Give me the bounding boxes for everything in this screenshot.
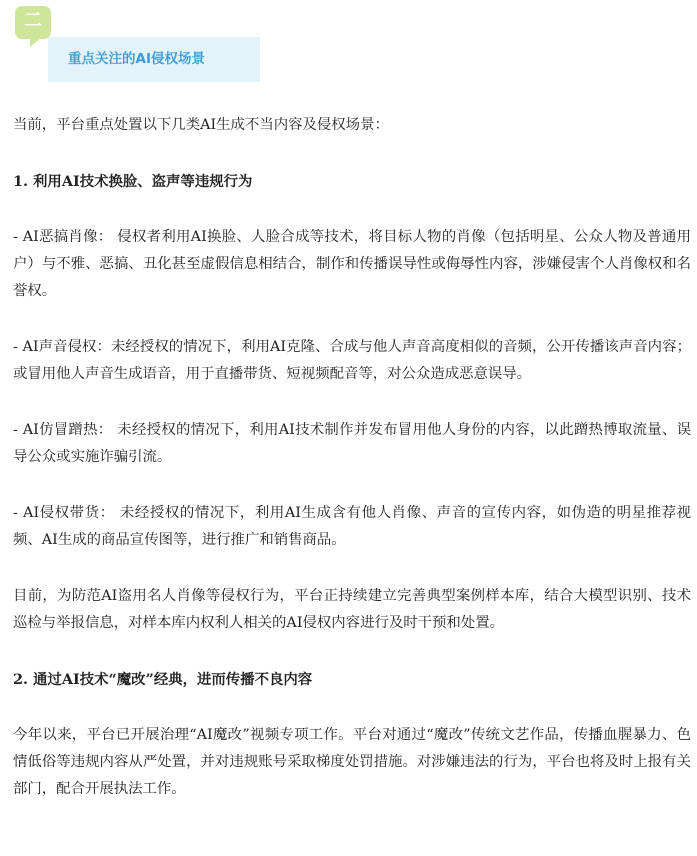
list-item-ai-impersonation: - AI仿冒蹭热： 未经授权的情况下，利用AI技术制作并发布冒用他人身份的内容，以此蹭热博取流量、误导公众或实施诈骗引流。	[13, 422, 691, 465]
list-item-ai-portrait: - AI恶搞肖像： 侵权者利用AI换脸、人脸合成等技术，将目标人物的肖像（包括明星、公众人物及普通用户）与不雅、恶搞、丑化甚至虚假信息相结合，制作和传播误导性或侮辱性内容，涉嫌侵害个人肖像权和名誉权。	[13, 229, 691, 299]
closing-paragraph: 今年以来，平台已开展治理“AI魔改”视频专项工作。平台对通过“魔改”传统文艺作品，传播血腥暴力、色情低俗等违规内容从严处置，并对违规账号采取梯度处罚措施。对涉嫌违法的行为，平台也将及时上报有关部门，配合开展执法工作。	[13, 727, 691, 797]
badge-tail	[30, 38, 41, 47]
section-title: 重点关注的AI侵权场景	[68, 51, 205, 67]
section-number: 二	[24, 10, 42, 31]
section-title-box	[48, 37, 260, 82]
list-item-ai-sales: - AI侵权带货： 未经授权的情况下，利用AI生成含有他人肖像、声音的宣传内容，如伪造的明星推荐视频、AI生成的商品宣传图等，进行推广和销售商品。	[13, 505, 691, 548]
summary-paragraph: 目前，为防范AI盗用名人肖像等侵权行为，平台正持续建立完善典型案例样本库，结合大模型识别、技术巡检与举报信息，对样本库内权利人相关的AI侵权内容进行及时干预和处置。	[13, 588, 691, 631]
list-item-ai-voice: - AI声音侵权：未经授权的情况下，利用AI克隆、合成与他人声音高度相似的音频，公开传播该声音内容；或冒用他人声音生成语音，用于直播带货、短视频配音等，对公众造成恶意误导。	[13, 339, 691, 382]
section-number-badge	[15, 6, 51, 39]
article-body	[13, 112, 691, 832]
subheading-2: 2. 通过AI技术“魔改”经典，进而传播不良内容	[13, 671, 313, 688]
intro-paragraph: 当前，平台重点处置以下几类AI生成不当内容及侵权场景：	[13, 117, 389, 133]
subheading-1: 1. 利用AI技术换脸、盗声等违规行为	[13, 173, 253, 190]
